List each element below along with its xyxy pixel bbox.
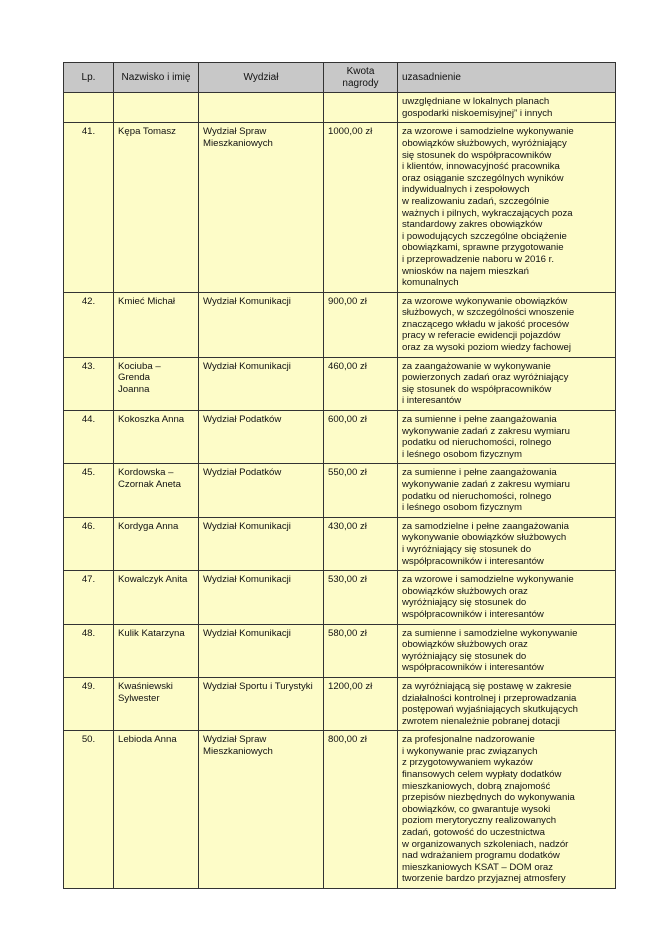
table-row: [64, 731, 616, 889]
table-row: [64, 517, 616, 570]
department: Wydział Komunikacji: [199, 571, 324, 624]
justification: za samodzielne i pełne zaangażowania wykonywanie obowiązków służbowych i wyróżniający się stosunek do współpracowników i interesantów: [398, 517, 616, 570]
table-header-row: [64, 63, 616, 93]
department: Wydział Komunikacji: [199, 292, 324, 357]
award-amount: 430,00 zł: [324, 517, 398, 570]
department: Wydział Komunikacji: [199, 624, 324, 677]
row-number: 43.: [64, 357, 114, 410]
award-amount: 1000,00 zł: [324, 123, 398, 292]
department: Wydział Podatków: [199, 411, 324, 464]
table-row: [64, 123, 616, 292]
row-number: 42.: [64, 292, 114, 357]
award-amount: 800,00 zł: [324, 731, 398, 889]
department: Wydział Spraw Mieszkaniowych: [199, 123, 324, 292]
department: Wydział Podatków: [199, 464, 324, 517]
employee-name: Kowalczyk Anita: [114, 571, 199, 624]
justification: uwzględniane w lokalnych planach gospodarki niskoemisyjnej” i innych: [398, 93, 616, 123]
award-amount: 550,00 zł: [324, 464, 398, 517]
justification: za profesjonalne nadzorowanie i wykonywanie prac związanych z przygotowywaniem wykazów finansowych celem wypłaty dodatków mieszkaniowych, dobrą znajomość przepisów niezbędnych do wykonywania obowiązków, co gwarantuje wysoki poziom merytoryczny realizowanych zadań, gotowość do uczestnictwa w organizowanych szkoleniach, nadzór nad wdrażaniem programu dodatków mieszkaniowych KSAT – DOM oraz tworzenie bardzo przyjaznej atmosfery: [398, 731, 616, 889]
row-number: 47.: [64, 571, 114, 624]
row-number: 49.: [64, 677, 114, 730]
justification: za sumienne i pełne zaangażowania wykonywanie zadań z zakresu wymiaru podatku od nieruchomości, rolnego i leśnego osobom fizycznym: [398, 411, 616, 464]
employee-name: Kwaśniewski Sylwester: [114, 677, 199, 730]
department: Wydział Sportu i Turystyki: [199, 677, 324, 730]
table-row: [64, 571, 616, 624]
justification: za wzorowe i samodzielne wykonywanie obowiązków służbowych, wyróżniający się stosunek do współpracowników i klientów, innowacyjność pracownika oraz osiąganie szczególnych wyników indywidualnych i zespołowych w realizowaniu zadań, szczególnie ważnych i pilnych, wykraczających poza standardowy zakres obowiązków i powodujących szczególne obciążenie obowiązkami, sprawne przygotowanie i przeprowadzenie naboru w 2016 r. wniosków na najem mieszkań komunalnych: [398, 123, 616, 292]
table-row: [64, 93, 616, 123]
award-amount: 580,00 zł: [324, 624, 398, 677]
table-row: [64, 464, 616, 517]
header-name: Nazwisko i imię: [114, 63, 199, 93]
header-lp: Lp.: [64, 63, 114, 93]
employee-name: Kulik Katarzyna: [114, 624, 199, 677]
justification: za zaangażowanie w wykonywanie powierzonych zadań oraz wyróżniający się stosunek do współpracowników i interesantów: [398, 357, 616, 410]
employee-name: [114, 93, 199, 123]
employee-name: Kordyga Anna: [114, 517, 199, 570]
row-number: 45.: [64, 464, 114, 517]
row-number: [64, 93, 114, 123]
employee-name: Kępa Tomasz: [114, 123, 199, 292]
awards-table: [63, 62, 616, 889]
header-justification: uzasadnienie: [398, 63, 616, 93]
employee-name: Kociuba – Grenda Joanna: [114, 357, 199, 410]
award-amount: 530,00 zł: [324, 571, 398, 624]
employee-name: Lebioda Anna: [114, 731, 199, 889]
header-amount: Kwota nagrody: [324, 63, 398, 93]
row-number: 41.: [64, 123, 114, 292]
department: Wydział Komunikacji: [199, 357, 324, 410]
award-amount: 600,00 zł: [324, 411, 398, 464]
justification: za wzorowe wykonywanie obowiązków służbowych, w szczególności wnoszenie znaczącego wkładu w jakość procesów pracy w referacie ewidencji pojazdów oraz za wysoki poziom wiedzy fachowej: [398, 292, 616, 357]
row-number: 46.: [64, 517, 114, 570]
department: Wydział Komunikacji: [199, 517, 324, 570]
table-row: [64, 624, 616, 677]
row-number: 44.: [64, 411, 114, 464]
justification: za sumienne i samodzielne wykonywanie obowiązków służbowych oraz wyróżniający się stosunek do współpracowników i interesantów: [398, 624, 616, 677]
award-amount: 900,00 zł: [324, 292, 398, 357]
award-amount: [324, 93, 398, 123]
award-amount: 460,00 zł: [324, 357, 398, 410]
justification: za wyróżniającą się postawę w zakresie działalności kontrolnej i przeprowadzania postępowań wyjaśniających skutkujących zwrotem nienależnie pobranej dotacji: [398, 677, 616, 730]
employee-name: Kordowska – Czornak Aneta: [114, 464, 199, 517]
employee-name: Kokoszka Anna: [114, 411, 199, 464]
justification: za sumienne i pełne zaangażowania wykonywanie zadań z zakresu wymiaru podatku od nieruchomości, rolnego i leśnego osobom fizycznym: [398, 464, 616, 517]
award-amount: 1200,00 zł: [324, 677, 398, 730]
table-row: [64, 292, 616, 357]
header-department: Wydział: [199, 63, 324, 93]
table-row: [64, 357, 616, 410]
department: Wydział Spraw Mieszkaniowych: [199, 731, 324, 889]
justification: za wzorowe i samodzielne wykonywanie obowiązków służbowych oraz wyróżniający się stosunek do współpracowników i interesantów: [398, 571, 616, 624]
employee-name: Kmieć Michał: [114, 292, 199, 357]
table-row: [64, 677, 616, 730]
department: [199, 93, 324, 123]
row-number: 48.: [64, 624, 114, 677]
row-number: 50.: [64, 731, 114, 889]
table-row: [64, 411, 616, 464]
